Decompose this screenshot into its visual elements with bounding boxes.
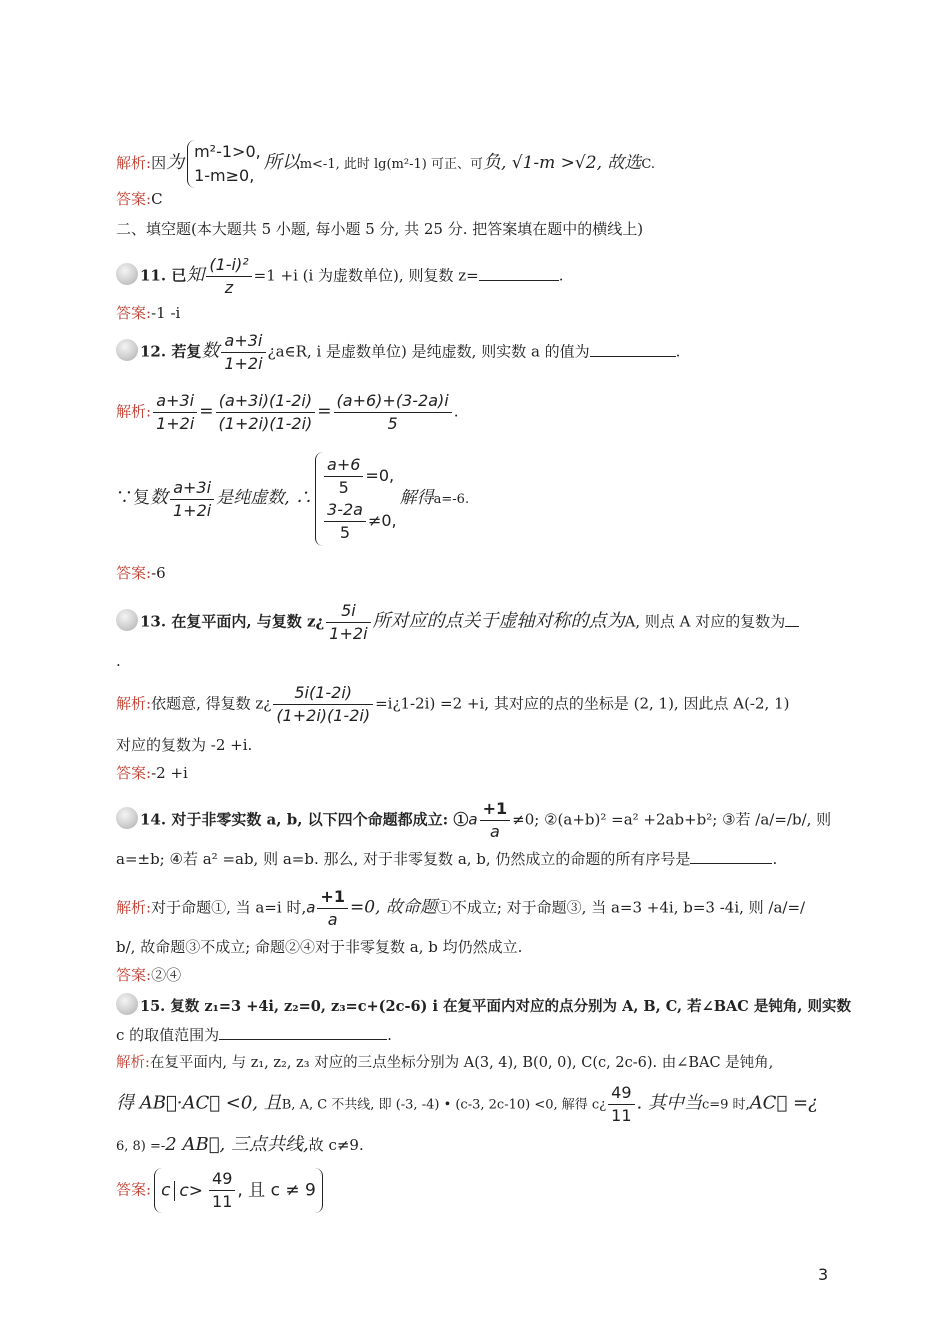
text: , √1-m >√2, 故选 <box>500 153 642 173</box>
q14-analysis-2: b/, 故命题③不成立; 命题②④对于非零复数 a, b 均仍然成立. <box>116 938 523 956</box>
answer-blank <box>690 849 772 864</box>
fraction <box>326 600 370 645</box>
numerator: (1-i)² <box>206 254 251 277</box>
text: . 其中当 <box>636 1092 702 1114</box>
bullet-icon <box>116 807 138 829</box>
text: =i¿1-2i) =2 +i, 其对应的点的坐标是 (2, 1), 因此点 A(-2, 1) <box>375 694 790 713</box>
analysis-label: 解析: <box>116 898 152 917</box>
denominator: 1+2i <box>173 500 212 520</box>
text: 因 <box>151 154 167 172</box>
answer-value: -2 +i <box>151 764 188 782</box>
fraction <box>334 390 452 435</box>
text: 知 <box>186 264 205 286</box>
question-number: 15. 复数 z₁=3 +4i, z₂=0, z₃=c+(2c-6) i 在复平面内对应的点分别为 A, B, C, 若∠BAC 是钝角, 则实数 <box>140 998 851 1015</box>
equation-system <box>315 452 397 546</box>
answer-set <box>154 1168 323 1213</box>
text: 得 AB⃗·AC⃗ <0, 且 <box>116 1092 282 1114</box>
numerator: +1 <box>317 886 348 909</box>
text: A, 则点 A 对应的复数为 <box>624 612 786 631</box>
denominator: 1+2i <box>329 624 368 643</box>
numerator: 5i(1-2i) <box>273 682 373 705</box>
answer-label: 答案: <box>116 190 152 208</box>
text: AC⃗ =¿ <box>749 1092 818 1114</box>
text: ≠0; ②(a+b)² =a² +2ab+b²; ③若 /a/=/b/, 则 <box>512 810 832 829</box>
q13-analysis-2: 对应的复数为 -2 +i. <box>116 736 253 754</box>
text: c 的取值范围为 <box>116 1026 220 1044</box>
text: ¿a∈R, i 是虚数单位) 是纯虚数, 则实数 a 的值为 <box>267 342 590 361</box>
text: . <box>772 850 778 868</box>
answer-label: 答案: <box>116 966 152 984</box>
text: 在复平面内, 与 z₁, z₂, z₃ 对应的三点坐标分别为 A(3, 4), B(0, 0), C(c, 2c-6). 由∠BAC 是钝角, <box>149 1055 774 1071</box>
text: . <box>453 402 459 421</box>
analysis-label: 解析: <box>116 694 152 713</box>
system-line: 1-m≥0, <box>194 166 255 185</box>
answer-label: 答案: <box>116 304 152 322</box>
text: =0, 故命题 <box>349 897 437 918</box>
fraction <box>216 390 316 435</box>
denominator: z <box>224 278 234 297</box>
question-number: 13. 在复平面内, 与复数 z¿ <box>140 612 325 631</box>
q12-analysis <box>116 390 458 435</box>
answer-label: 答案: <box>116 1180 152 1199</box>
question-14-line2 <box>116 848 777 870</box>
text: 为 <box>166 152 185 173</box>
fraction <box>206 254 251 299</box>
text: 负 <box>482 152 501 173</box>
text: C. <box>641 157 656 172</box>
denominator: (1+2i)(1-2i) <box>218 414 313 433</box>
text: = <box>199 401 214 422</box>
denominator: 5 <box>338 478 349 497</box>
analysis-label: 解析: <box>116 402 152 421</box>
text: 所对应的点关于虚轴对称的点为 <box>372 610 625 632</box>
question-13 <box>116 600 799 645</box>
denominator: 1+2i <box>156 414 195 433</box>
numerator: 49 <box>608 1082 634 1105</box>
numerator: a+3i <box>170 477 214 500</box>
text: . <box>558 266 564 285</box>
denominator: 11 <box>611 1106 632 1125</box>
text: 6, 8) =- <box>116 1139 166 1154</box>
text: =1 +i (i 为虚数单位), 则复数 z= <box>253 266 479 285</box>
question-15-line2 <box>116 1024 392 1046</box>
q15-analysis-3 <box>116 1134 364 1158</box>
q12-because <box>116 452 469 546</box>
inequality-system <box>187 140 261 188</box>
fraction <box>221 330 265 375</box>
answer-value: -6 <box>151 564 166 582</box>
text: m<-1, 此时 lg(m²-1) 可正、可 <box>299 157 483 172</box>
text: 2 AB⃗, 三点共线, <box>165 1134 309 1155</box>
fraction <box>273 682 373 727</box>
fraction <box>317 886 348 931</box>
q15-analysis-2 <box>116 1082 818 1127</box>
text: 数 <box>150 487 168 508</box>
answer-label: 答案: <box>116 564 152 582</box>
denominator: (1+2i)(1-2i) <box>276 706 371 725</box>
bullet-icon <box>116 609 138 631</box>
numerator: a+3i <box>221 330 265 353</box>
numerator: (a+3i)(1-2i) <box>216 390 316 413</box>
text: . <box>675 342 681 361</box>
answer-value: C <box>151 190 163 208</box>
fraction <box>170 477 214 522</box>
q13-tail: . <box>116 652 121 670</box>
text: 解得 <box>399 488 434 508</box>
text: 依题意, 得复数 z¿ <box>151 694 272 713</box>
text: c> <box>174 1181 203 1201</box>
question-15 <box>116 996 851 1018</box>
system-line: m²-1>0, <box>194 142 261 161</box>
question-14 <box>116 798 831 843</box>
page-number: 3 <box>818 1265 829 1284</box>
text: a <box>468 810 478 829</box>
denominator: 5 <box>339 523 351 542</box>
text: ∵复 <box>116 488 150 508</box>
denominator: a <box>327 910 338 929</box>
text: a=±b; ④若 a² =ab, 则 a=b. 那么, 对于非零复数 a, b, 仍然成立的命题的所有序号是 <box>116 850 691 868</box>
answer-label: 答案: <box>116 764 152 782</box>
fraction <box>153 390 197 435</box>
answer-blank <box>479 266 559 281</box>
text: 是纯虚数, ∴ <box>216 488 313 508</box>
q13-analysis <box>116 682 789 727</box>
text: ≠0, <box>367 511 397 530</box>
text: a <box>306 898 316 917</box>
q10-analysis <box>116 140 655 188</box>
q14-answer <box>116 964 181 986</box>
denominator: 11 <box>212 1192 233 1211</box>
text: c=9 时, <box>701 1097 750 1113</box>
fraction <box>209 1168 235 1213</box>
question-11 <box>116 254 563 299</box>
question-number: 12. 若复 <box>140 342 202 361</box>
text: 数 <box>201 340 220 362</box>
fraction <box>324 499 366 544</box>
fraction <box>324 454 363 499</box>
q11-answer <box>116 302 180 324</box>
q10-answer <box>116 188 163 210</box>
text: =0, <box>365 466 395 485</box>
text: B, A, C 不共线, 即 (-3, -4) • (c-3, 2c-10) <0, 解得 c¿ <box>281 1097 607 1113</box>
answer-blank <box>785 612 799 627</box>
system-line <box>322 454 397 499</box>
text: 故 c≠9. <box>308 1136 364 1154</box>
text: 所以 <box>263 152 300 173</box>
question-number: 11. 已 <box>140 266 187 285</box>
text: c <box>161 1180 171 1201</box>
numerator: (a+6)+(3-2a)i <box>334 390 452 413</box>
q15-analysis <box>116 1052 773 1074</box>
bullet-icon <box>116 263 138 285</box>
numerator: 49 <box>209 1168 235 1191</box>
numerator: 5i <box>326 600 370 623</box>
answer-value: ②④ <box>151 966 182 984</box>
analysis-label: 解析: <box>116 154 152 172</box>
numerator: +1 <box>480 798 511 821</box>
answer-value: -1 -i <box>151 304 181 322</box>
answer-blank <box>590 342 676 357</box>
text: a=-6. <box>433 492 470 507</box>
q15-answer <box>116 1168 326 1213</box>
analysis-label: 解析: <box>116 1055 150 1071</box>
numerator: a+3i <box>153 390 197 413</box>
q14-analysis <box>116 886 805 931</box>
text: 对于命题①, 当 a=i 时, <box>151 898 307 917</box>
section-heading: 二、填空题(本大题共 5 小题, 每小题 5 分, 共 25 分. 把答案填在题中的横线上) <box>116 220 644 238</box>
text: , 且 c ≠ 9 <box>237 1180 316 1201</box>
question-number: 14. 对于非零实数 a, b, 以下四个命题都成立: ① <box>140 810 469 829</box>
bullet-icon <box>116 339 138 361</box>
question-12 <box>116 330 680 375</box>
numerator: a+6 <box>324 454 363 477</box>
text: . <box>387 1026 392 1044</box>
denominator: a <box>489 822 500 841</box>
fraction <box>480 798 511 843</box>
bullet-icon <box>116 993 138 1015</box>
numerator: 3-2a <box>324 499 366 522</box>
denominator: 1+2i <box>224 354 263 373</box>
text: ①不成立; 对于命题③, 当 a=3 +4i, b=3 -4i, 则 /a/=/ <box>436 898 806 917</box>
fraction <box>608 1082 634 1127</box>
answer-blank <box>219 1025 387 1040</box>
q12-answer <box>116 562 166 584</box>
system-line <box>322 499 397 544</box>
denominator: 5 <box>387 414 398 433</box>
text: = <box>317 401 332 422</box>
q13-answer <box>116 762 188 784</box>
